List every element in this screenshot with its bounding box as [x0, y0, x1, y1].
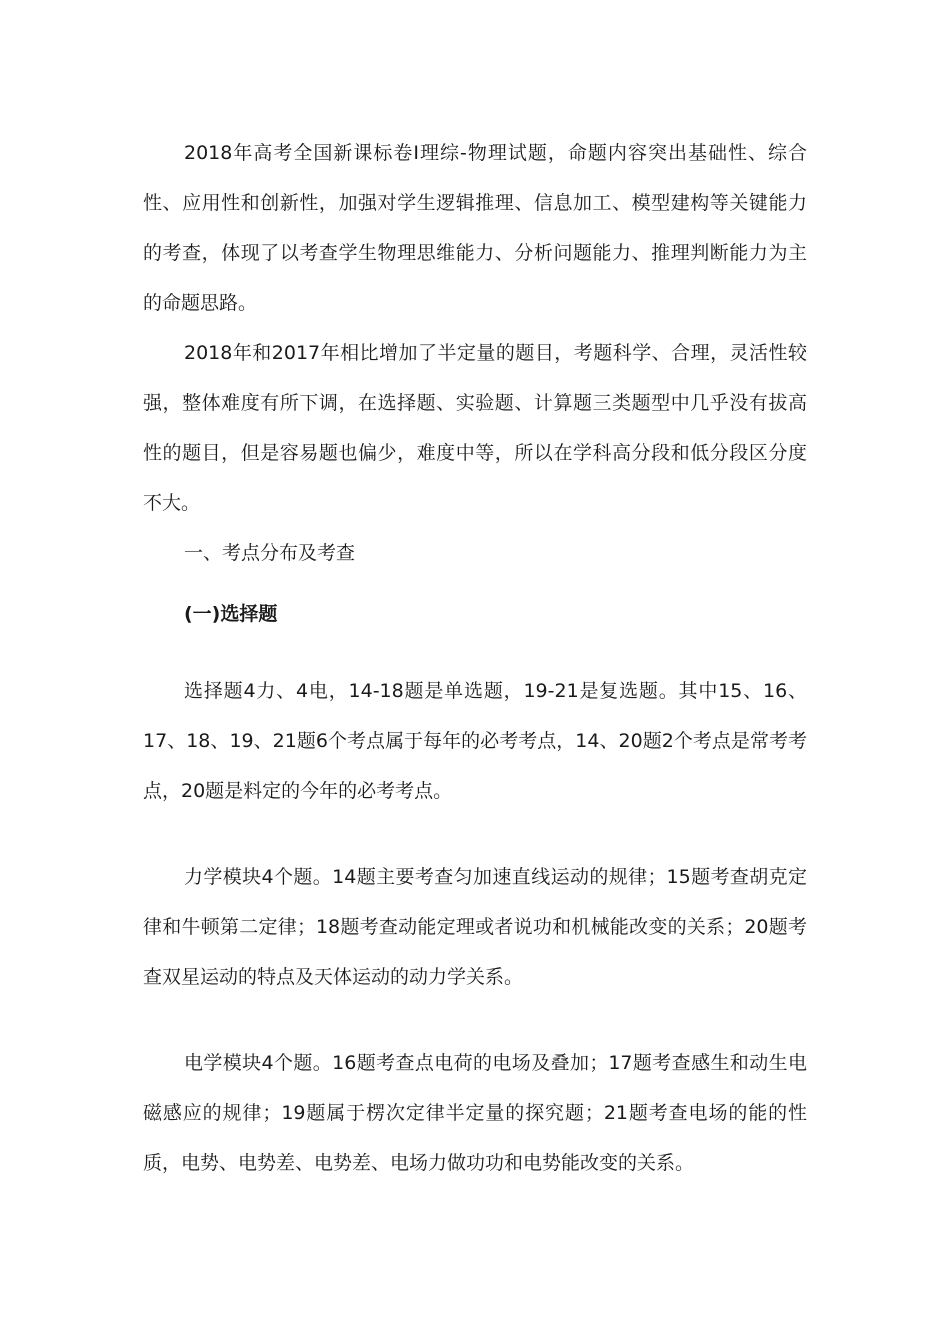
- intro-paragraph: 2018年高考全国新课标卷Ⅰ理综-物理试题，命题内容突出基础性、综合性、应用性和创新性，加强对学生逻辑推理、信息加工、模型建构等关键能力的考查，体现了以考查学生物理思维能力、分析问题能力、推理判断能力为主的命题思路。: [143, 142, 807, 314]
- electricity-paragraph: 电学模块4个题。16题考查点电荷的电场及叠加；17题考查感生和动生电磁感应的规律；19题属于楞次定律半定量的探究题；21题考查电场的能的性质，电势、电势差、电势差、电场力做功功和电势能改变的关系。: [143, 1052, 807, 1174]
- section-heading: 一、考点分布及考查: [184, 542, 356, 564]
- mechanics-paragraph: 力学模块4个题。14题主要考查匀加速直线运动的规律；15题考查胡克定律和牛顿第二定律；18题考查动能定理或者说功和机械能改变的关系；20题考查双星运动的特点及天体运动的动力学关系。: [143, 866, 807, 988]
- choice-questions-paragraph: 选择题4力、4电，14-18题是单选题，19-21是复选题。其中15、16、17、18、19、21题6个考点属于每年的必考考点，14、20题2个考点是常考考点，20题是料定的今年的必考考点。: [143, 680, 807, 802]
- comparison-paragraph: 2018年和2017年相比增加了半定量的题目，考题科学、合理，灵活性较强，整体难度有所下调，在选择题、实验题、计算题三类题型中几乎没有拔高性的题目，但是容易题也偏少，难度中等，所以在学科高分段和低分段区分度不大。: [143, 342, 807, 514]
- subsection-heading: (一)选择题: [184, 603, 278, 625]
- document-page: [143, 128, 807, 1188]
